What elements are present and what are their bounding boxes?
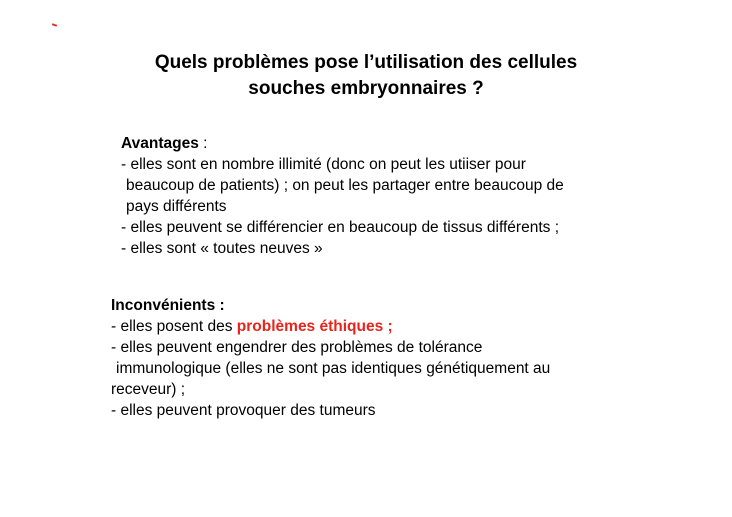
drawback-item xyxy=(111,316,550,337)
advantage-item-continued: beaucoup de patients) ; on peut les partager entre beaucoup de xyxy=(126,177,564,194)
drawbacks-section xyxy=(111,295,550,421)
advantages-section xyxy=(121,133,564,259)
corner-mark xyxy=(52,23,57,27)
advantages-heading-line xyxy=(121,133,564,154)
drawback-item: - elles peuvent provoquer des tumeurs xyxy=(111,402,376,419)
advantage-item-continued: pays différents xyxy=(126,198,227,215)
drawback-item: - elles peuvent engendrer des problèmes de tolérance xyxy=(111,339,483,356)
title-line-2: souches embryonnaires ? xyxy=(248,78,484,99)
ethical-problems-highlight: problèmes éthiques ; xyxy=(236,318,393,335)
advantage-item: - elles sont en nombre illimité (donc on peut les utiiser pour xyxy=(121,156,526,173)
drawbacks-heading: Inconvénients : xyxy=(111,297,225,314)
page-title xyxy=(0,50,732,102)
advantage-item: - elles peuvent se différencier en beaucoup de tissus différents ; xyxy=(121,219,560,236)
drawback-item-continued: immunologique (elles ne sont pas identiques génétiquement au xyxy=(116,360,551,377)
drawback-item-prefix: - elles posent des xyxy=(111,318,237,335)
advantages-heading-suffix: : xyxy=(198,135,208,152)
drawback-item-continued: receveur) ; xyxy=(111,381,186,398)
advantage-item: - elles sont « toutes neuves » xyxy=(121,240,323,257)
title-line-1: Quels problèmes pose l’utilisation des cellules xyxy=(154,52,578,73)
advantages-heading: Avantages xyxy=(121,135,199,152)
